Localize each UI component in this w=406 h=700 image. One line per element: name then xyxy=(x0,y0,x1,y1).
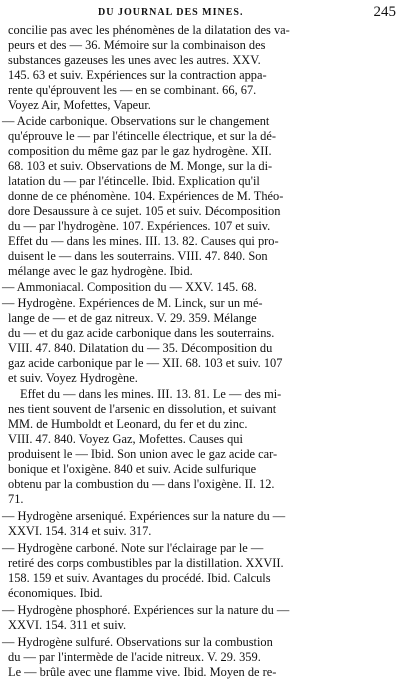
text-line: concilie pas avec les phénomènes de la dilatation des va- xyxy=(8,23,290,37)
index-entry-heading: — Hydrogène sulfuré. Observations sur la combustion xyxy=(2,635,273,649)
text-line: duisent le — dans les souterrains. VIII. 47. 840. Son xyxy=(8,249,268,263)
text-line: composition du même gaz par le gaz hydrogène. XII. xyxy=(8,144,272,158)
text-line: VIII. 47. 840. Voyez Gaz, Mofettes. Causes qui xyxy=(8,432,243,446)
text-line: et suiv. Voyez Hydrogène. xyxy=(8,371,138,385)
text-line: Effet du — dans les mines. III. 13. 81. Le — des mi- xyxy=(20,387,282,401)
text-line: du — par l'intermède de l'acide nitreux. V. 29. 359. xyxy=(8,650,261,664)
text-line: obtenu par la combustion du — dans l'oxigène. II. 12. xyxy=(8,477,275,491)
text-line: lange de — et de gaz nitreux. V. 29. 359. Mélange xyxy=(8,311,257,325)
text-line: Le — brûle avec une flamme vive. Ibid. Moyen de re- xyxy=(8,665,277,679)
text-line: VIII. 47. 840. Dilatation du — 35. Décomposition du xyxy=(8,341,273,355)
index-entry-heading: — Hydrogène arseniqué. Expériences sur la nature du — xyxy=(2,509,286,523)
text-line: Voyez Air, Mofettes, Vapeur. xyxy=(8,98,151,112)
text-line: retiré des corps combustibles par la distillation. XXVII. xyxy=(8,556,284,570)
text-line: 68. 103 et suiv. Observations de M. Monge, sur la di- xyxy=(8,159,273,173)
index-entry-heading: — Hydrogène carboné. Note sur l'éclairage par le — xyxy=(2,541,264,555)
text-line: latation du — par l'étincelle. Ibid. Explication qu'il xyxy=(8,174,260,188)
text-line: nes tient souvent de l'arsenic en dissolution, et suivant xyxy=(8,402,277,416)
running-head: DU JOURNAL DES MINES. xyxy=(98,7,244,18)
page-number: 245 xyxy=(373,4,396,20)
text-line: substances gazeuses les unes avec les autres. XXV. xyxy=(8,53,261,67)
text-line: du — par l'hydrogène. 107. Expériences. 107 et suiv. xyxy=(8,219,271,233)
text-line: Effet du — dans les mines. III. 13. 82. Causes qui pro- xyxy=(8,234,279,248)
text-line: produisent le — Ibid. Son union avec le gaz acide car- xyxy=(8,447,278,461)
text-line: peurs et des — 36. Mémoire sur la combinaison des xyxy=(8,38,266,52)
index-entry-heading: — Hydrogène phosphoré. Expériences sur la nature du — xyxy=(2,603,290,617)
text-line: du — et du gaz acide carbonique dans les souterrains. xyxy=(8,326,275,340)
index-entry-heading: — Hydrogène. Expériences de M. Linck, sur un mé- xyxy=(2,296,263,310)
page-header xyxy=(0,4,406,22)
text-line: bonique et l'oxigène. 840 et suiv. Acide sulfurique xyxy=(8,462,257,476)
text-line: XXVI. 154. 311 et suiv. xyxy=(8,618,127,632)
text-line: XXVI. 154. 314 et suiv. 317. xyxy=(8,524,152,538)
text-line: gaz acide carbonique par le — XII. 68. 103 et suiv. 107 xyxy=(8,356,283,370)
text-line: donne de ce phénomène. 104. Expériences de M. Théo- xyxy=(8,189,284,203)
text-line: 145. 63 et suiv. Expériences sur la contraction appa- xyxy=(8,68,267,82)
index-entry-heading: — Acide carbonique. Observations sur le changement xyxy=(2,114,270,128)
text-line: rente qu'éprouvent les — en se combinant. 66, 67. xyxy=(8,83,257,97)
text-line: mélange avec le gaz hydrogène. Ibid. xyxy=(8,264,193,278)
text-line: économiques. Ibid. xyxy=(8,586,103,600)
text-line: dore Desaussure à ce sujet. 105 et suiv. Décomposition xyxy=(8,204,281,218)
text-line: MM. de Humboldt et Leonard, du fer et du zinc. xyxy=(8,417,248,431)
text-line: 158. 159 et suiv. Avantages du procédé. Ibid. Calculs xyxy=(8,571,271,585)
text-line: 71. xyxy=(8,492,24,506)
index-entry-heading: — Ammoniacal. Composition du — XXV. 145. 68. xyxy=(2,280,257,294)
text-line: qu'éprouve le — par l'étincelle électrique, et sur la dé- xyxy=(8,129,276,143)
